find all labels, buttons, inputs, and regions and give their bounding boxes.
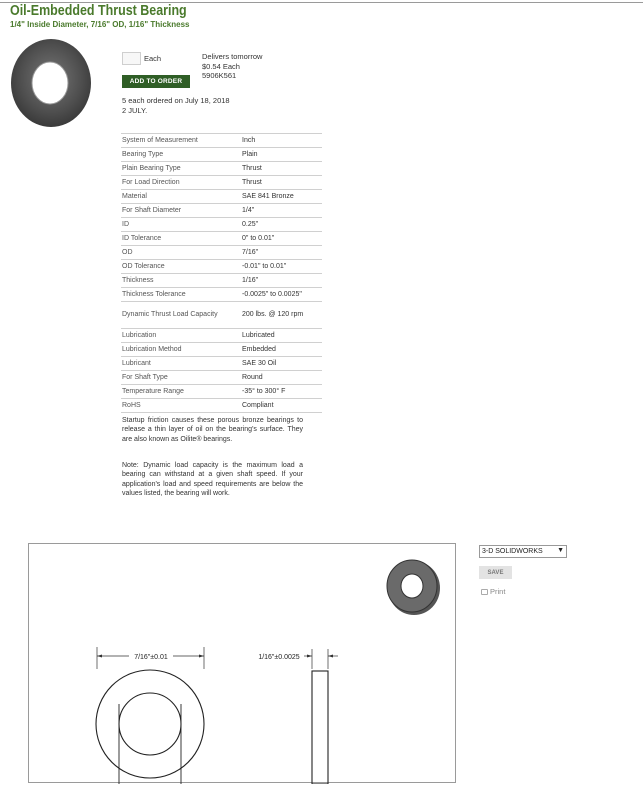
- spec-key: Material: [122, 193, 147, 200]
- spec-value: Thrust: [242, 179, 262, 186]
- spec-value: 0.25": [242, 221, 259, 228]
- spec-value: SAE 30 Oil: [242, 359, 277, 367]
- spec-value: 200 lbs. @ 120 rpm: [242, 311, 304, 319]
- cad-drawing-panel[interactable]: [28, 543, 456, 783]
- spec-row: [121, 370, 322, 384]
- spec-row: [121, 204, 322, 218]
- bearing-3d-preview: [387, 560, 440, 615]
- delivery-text: Delivers tomorrow: [202, 52, 263, 61]
- spec-key: OD: [122, 249, 133, 256]
- quantity-input[interactable]: [122, 52, 141, 65]
- spec-value: 7/16": [242, 249, 259, 256]
- product-title: Oil-Embedded Thrust Bearing: [10, 3, 187, 19]
- od-dimension-label: 7/16"±0.01: [134, 654, 168, 661]
- spec-value: Compliant: [242, 401, 274, 409]
- spec-key: For Load Direction: [122, 179, 180, 186]
- add-to-order-button[interactable]: ADD TO ORDER: [122, 75, 190, 88]
- part-number: 5906K561: [202, 71, 237, 80]
- spec-value: -0.0025" to 0.0025": [242, 291, 302, 298]
- spec-row: [121, 218, 322, 232]
- spec-row: [121, 162, 322, 176]
- price-text: $0.54 Each: [202, 61, 240, 71]
- spec-value: 0" to 0.01": [242, 235, 275, 242]
- cad-format-value: 3-D SOLIDWORKS: [482, 548, 543, 555]
- spec-value: Lubricated: [242, 331, 275, 339]
- spec-key: System of Measurement: [122, 137, 198, 144]
- chevron-down-icon: ▼: [557, 547, 564, 554]
- spec-row: [121, 246, 322, 260]
- spec-row: [121, 274, 322, 288]
- printer-icon: [481, 589, 488, 595]
- spec-row: [121, 134, 322, 148]
- spec-key: For Shaft Type: [122, 373, 168, 381]
- order-history-text: 5 each ordered on July 18, 2018: [122, 96, 230, 105]
- spec-row: [121, 260, 322, 274]
- quantity-unit: Each: [144, 54, 162, 63]
- product-image[interactable]: [8, 37, 94, 129]
- spec-key: ID: [122, 221, 129, 228]
- spec-key: Plain Bearing Type: [122, 165, 181, 172]
- spec-row: [121, 342, 322, 356]
- spec-value: -0.01" to 0.01": [242, 263, 287, 270]
- spec-row: [121, 384, 322, 398]
- spec-row: [121, 328, 322, 342]
- description-paragraph: Startup friction causes these porous bronze bearings to release a thin layer of oil on the bearing's surface. They are also known as Oilite® bearings.: [122, 417, 303, 443]
- spec-key: Lubricant: [122, 359, 151, 367]
- spec-row: [121, 398, 322, 412]
- spec-key: RoHS: [122, 401, 141, 409]
- spec-value: SAE 841 Bronze: [242, 193, 294, 200]
- spec-value: Inch: [242, 137, 256, 144]
- spec-value: 1/16": [242, 277, 259, 284]
- note-paragraph: Note: Dynamic load capacity is the maximum load a bearing can withstand at a given shaft speed. If your application's load and speed requirements are below the values listed, the bearing will work.: [122, 462, 303, 497]
- spec-key: Temperature Range: [122, 387, 184, 395]
- spec-key: Lubrication Method: [122, 345, 182, 353]
- delivery-info: [202, 52, 262, 81]
- save-cad-button[interactable]: SAVE: [479, 566, 512, 579]
- spec-key: Thickness Tolerance: [122, 291, 186, 298]
- thickness-dimension-label: 1/16"±0.0025: [258, 654, 300, 661]
- print-label: Print: [490, 587, 506, 596]
- spec-key: Bearing Type: [122, 151, 164, 158]
- cad-drawing: [29, 544, 457, 784]
- spec-key: Lubrication: [122, 331, 157, 339]
- product-subtitle: 1/4" Inside Diameter, 7/16" OD, 1/16" Thickness: [10, 20, 190, 29]
- spec-row: [121, 302, 322, 329]
- spec-row: [121, 176, 322, 190]
- specs-table: [121, 133, 322, 413]
- spec-value: Plain: [242, 151, 258, 158]
- spec-row: [121, 190, 322, 204]
- spec-key: Dynamic Thrust Load Capacity: [122, 311, 218, 319]
- spec-value: Embedded: [242, 345, 276, 353]
- order-history: [122, 96, 230, 115]
- spec-row: [121, 232, 322, 246]
- spec-key: ID Tolerance: [122, 235, 162, 242]
- spec-value: Round: [242, 373, 263, 381]
- cad-format-select[interactable]: [479, 545, 567, 558]
- spec-row: [121, 356, 322, 370]
- spec-value: 1/4": [242, 207, 255, 214]
- spec-key: For Shaft Diameter: [122, 207, 182, 214]
- print-link[interactable]: [481, 587, 505, 596]
- spec-value: Thrust: [242, 165, 262, 172]
- order-history-note: 2 JULY.: [122, 105, 148, 115]
- spec-row: [121, 148, 322, 162]
- spec-key: Thickness: [122, 277, 154, 284]
- spec-key: OD Tolerance: [122, 263, 165, 270]
- spec-value: -35° to 300° F: [242, 387, 286, 395]
- spec-row: [121, 288, 322, 302]
